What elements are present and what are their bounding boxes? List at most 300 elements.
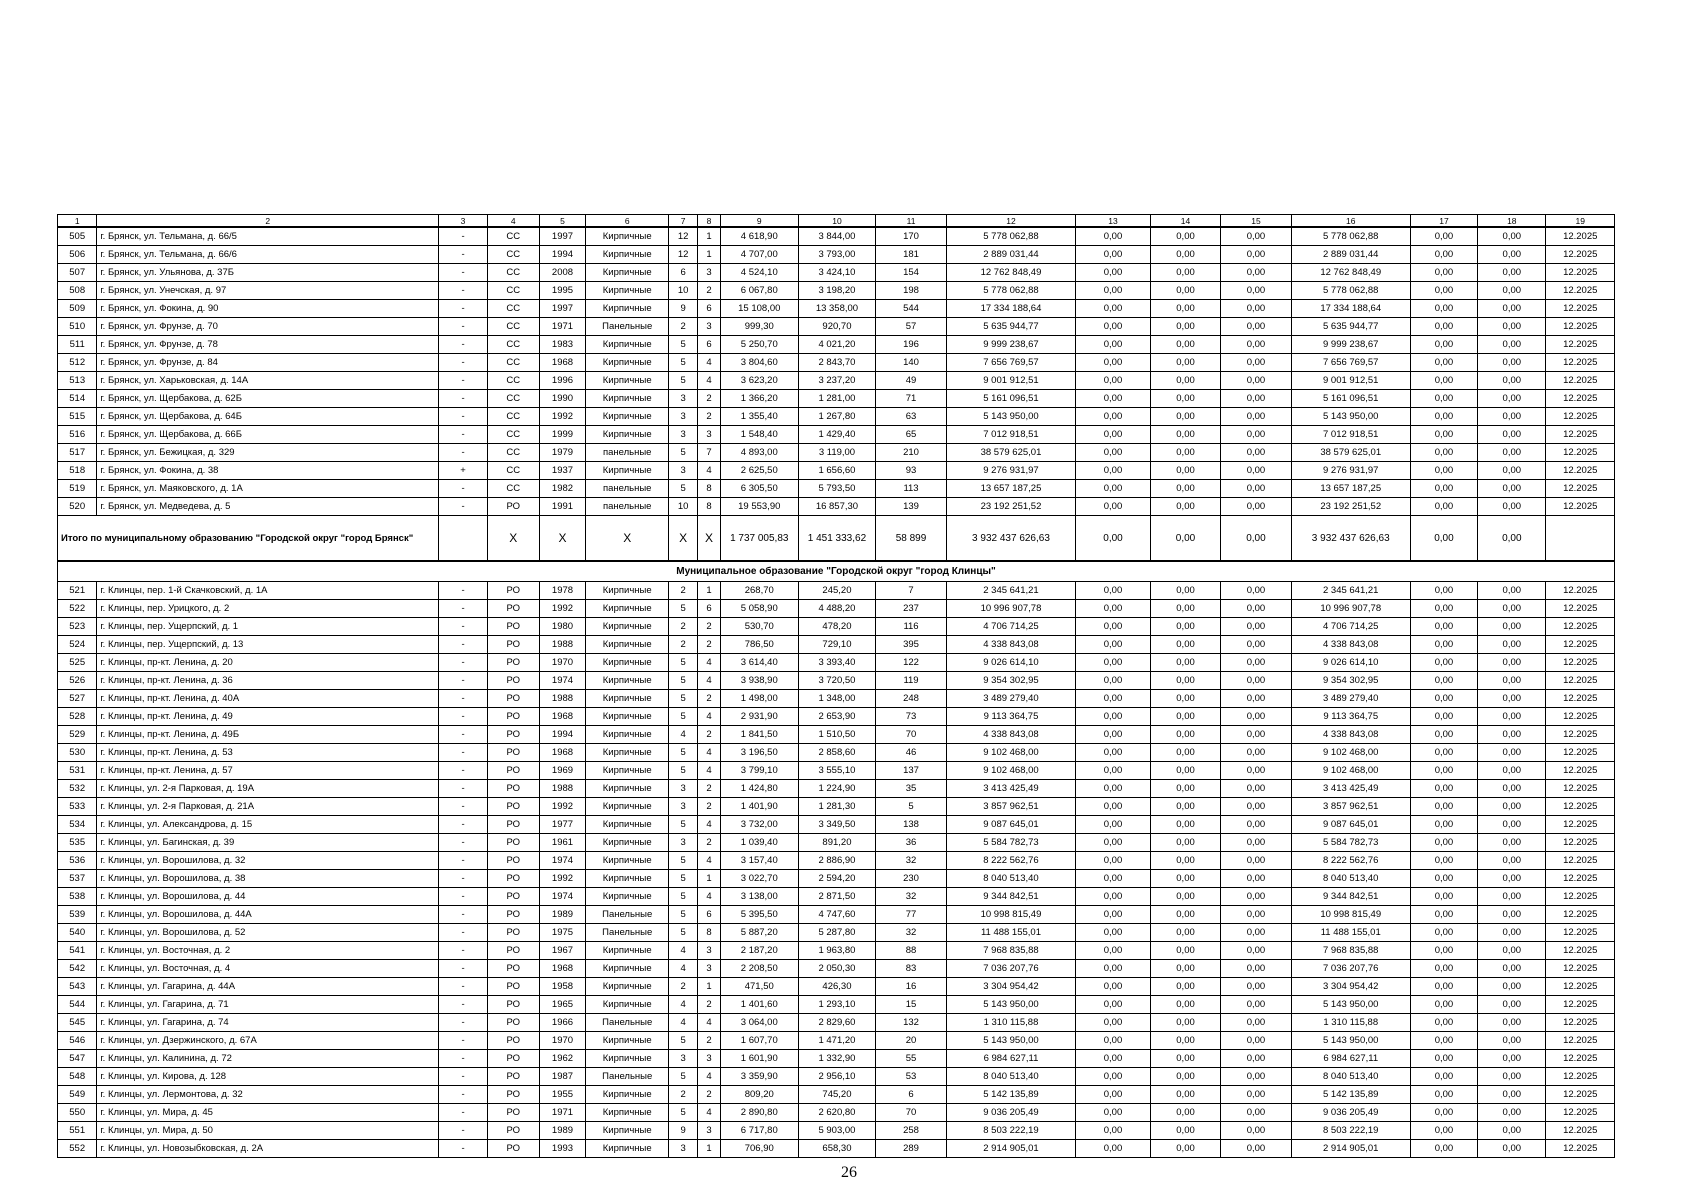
table-cell: 0,00	[1221, 690, 1291, 708]
table-cell: 12.2025	[1546, 654, 1615, 672]
table-cell: 3 393,40	[798, 654, 876, 672]
table-cell: 0,00	[1221, 996, 1291, 1014]
table-cell: 0,00	[1150, 1086, 1220, 1104]
table-cell: 2	[698, 390, 721, 408]
table-cell: 0,00	[1478, 1140, 1546, 1158]
table-cell: 0,00	[1410, 1050, 1477, 1068]
table-cell: 0,00	[1221, 924, 1291, 942]
table-cell: 15	[876, 996, 946, 1014]
address-cell: г. Клинцы, ул. Новозыбковская, д. 2А	[97, 1140, 439, 1158]
table-cell: 0,00	[1076, 354, 1151, 372]
table-cell: 1970	[539, 654, 586, 672]
table-cell: 1968	[539, 708, 586, 726]
table-cell: 0,00	[1478, 870, 1546, 888]
table-cell: 57	[876, 318, 946, 336]
table-cell: 0,00	[1076, 480, 1151, 498]
table-cell: 0,00	[1076, 336, 1151, 354]
table-cell: 0,00	[1221, 708, 1291, 726]
table-cell: -	[439, 227, 488, 246]
table-cell: 3 064,00	[720, 1014, 798, 1032]
table-cell: 170	[876, 227, 946, 246]
table-cell: 2 956,10	[798, 1068, 876, 1086]
total-col-14: 0,00	[1150, 516, 1220, 562]
table-cell: 8 503 222,19	[946, 1122, 1075, 1140]
table-cell: 1977	[539, 816, 586, 834]
table-cell: 12 762 848,49	[946, 264, 1075, 282]
table-cell: 32	[876, 852, 946, 870]
table-cell: -	[439, 480, 488, 498]
table-cell: 0,00	[1076, 1014, 1151, 1032]
table-cell: СС	[487, 336, 539, 354]
table-cell: 0,00	[1076, 834, 1151, 852]
table-cell: 0,00	[1221, 480, 1291, 498]
table-cell: РО	[487, 1122, 539, 1140]
table-cell: 1974	[539, 672, 586, 690]
table-row	[58, 318, 1615, 336]
table-cell: 12	[669, 246, 698, 264]
table-cell: 3 732,00	[720, 816, 798, 834]
table-cell: РО	[487, 834, 539, 852]
table-cell: -	[439, 942, 488, 960]
table-cell: 0,00	[1076, 390, 1151, 408]
table-cell: 5 395,50	[720, 906, 798, 924]
table-cell: 0,00	[1478, 672, 1546, 690]
table-cell: 0,00	[1076, 672, 1151, 690]
table-cell: 0,00	[1150, 300, 1220, 318]
table-cell: 0,00	[1076, 654, 1151, 672]
table-cell: РО	[487, 852, 539, 870]
table-cell: СС	[487, 444, 539, 462]
table-cell: 1	[698, 582, 721, 600]
table-cell: 3	[669, 390, 698, 408]
table-cell: 2 889 031,44	[946, 246, 1075, 264]
table-cell: 0,00	[1478, 960, 1546, 978]
table-cell: 0,00	[1150, 354, 1220, 372]
table-cell: 4 488,20	[798, 600, 876, 618]
table-cell: 546	[58, 1032, 97, 1050]
table-cell: 15 108,00	[720, 300, 798, 318]
column-number: 2	[97, 215, 439, 228]
table-cell: 12.2025	[1546, 816, 1615, 834]
table-cell: 0,00	[1076, 636, 1151, 654]
table-cell: 12.2025	[1546, 996, 1615, 1014]
address-cell: г. Клинцы, ул. 2-я Парковая, д. 19А	[97, 780, 439, 798]
table-cell: 0,00	[1150, 498, 1220, 516]
table-cell: 0,00	[1221, 834, 1291, 852]
table-cell: 0,00	[1221, 798, 1291, 816]
table-cell: 548	[58, 1068, 97, 1086]
table-cell: 4 618,90	[720, 227, 798, 246]
table-cell: 12.2025	[1546, 1104, 1615, 1122]
table-cell: 5	[669, 354, 698, 372]
table-cell: 38 579 625,01	[1291, 444, 1410, 462]
table-cell: 0,00	[1410, 960, 1477, 978]
table-cell: 2	[698, 1032, 721, 1050]
table-cell: 0,00	[1478, 390, 1546, 408]
table-cell: 23 192 251,52	[1291, 498, 1410, 516]
table-cell: 0,00	[1076, 426, 1151, 444]
table-cell: 1971	[539, 318, 586, 336]
table-cell: 0,00	[1221, 1122, 1291, 1140]
table-cell: -	[439, 690, 488, 708]
table-cell: 1 348,00	[798, 690, 876, 708]
table-cell: 0,00	[1410, 498, 1477, 516]
table-row	[58, 336, 1615, 354]
table-cell: -	[439, 870, 488, 888]
table-cell: 122	[876, 654, 946, 672]
table-cell: 9 087 645,01	[1291, 816, 1410, 834]
table-cell: 12.2025	[1546, 372, 1615, 390]
column-number: 18	[1478, 215, 1546, 228]
table-cell: 12.2025	[1546, 300, 1615, 318]
table-cell: 0,00	[1410, 852, 1477, 870]
table-cell: 0,00	[1410, 708, 1477, 726]
table-cell: 1987	[539, 1068, 586, 1086]
table-cell: -	[439, 282, 488, 300]
table-row	[58, 264, 1615, 282]
table-cell: 4 338 843,08	[946, 726, 1075, 744]
table-cell: 3 198,20	[798, 282, 876, 300]
table-cell: -	[439, 708, 488, 726]
table-cell: СС	[487, 426, 539, 444]
table-cell: 3 804,60	[720, 354, 798, 372]
table-cell: панельные	[586, 480, 669, 498]
table-cell: 5 250,70	[720, 336, 798, 354]
table-cell: 1 510,50	[798, 726, 876, 744]
table-cell: Кирпичные	[586, 726, 669, 744]
table-cell: 55	[876, 1050, 946, 1068]
address-cell: г. Клинцы, ул. Багинская, д. 39	[97, 834, 439, 852]
table-cell: 83	[876, 960, 946, 978]
total-col-16: 3 932 437 626,63	[1291, 516, 1410, 562]
table-cell: -	[439, 1014, 488, 1032]
table-cell: 2 889 031,44	[1291, 246, 1410, 264]
table-cell: Кирпичные	[586, 1104, 669, 1122]
table-cell: 2 345 641,21	[1291, 582, 1410, 600]
address-cell: г. Клинцы, ул. Гагарина, д. 71	[97, 996, 439, 1014]
table-cell: 1970	[539, 1032, 586, 1050]
table-cell: 4 021,20	[798, 336, 876, 354]
table-cell: 2 653,90	[798, 708, 876, 726]
address-cell: г. Клинцы, ул. Ворошилова, д. 44А	[97, 906, 439, 924]
housing-register-table	[57, 214, 1615, 1158]
table-cell: 809,20	[720, 1086, 798, 1104]
table-cell: 706,90	[720, 1140, 798, 1158]
table-cell: 0,00	[1478, 408, 1546, 426]
table-cell: 545	[58, 1014, 97, 1032]
table-cell: 5 793,50	[798, 480, 876, 498]
table-cell: 9 113 364,75	[946, 708, 1075, 726]
table-cell: РО	[487, 1050, 539, 1068]
table-cell: 0,00	[1478, 600, 1546, 618]
table-cell: 12.2025	[1546, 870, 1615, 888]
table-cell: Кирпичные	[586, 1140, 669, 1158]
address-cell: г. Брянск, ул. Фокина, д. 90	[97, 300, 439, 318]
table-cell: Кирпичные	[586, 672, 669, 690]
table-cell: 0,00	[1478, 888, 1546, 906]
table-cell: 8 222 562,76	[1291, 852, 1410, 870]
table-cell: 4	[698, 672, 721, 690]
table-cell: Кирпичные	[586, 798, 669, 816]
table-cell: 0,00	[1221, 264, 1291, 282]
table-cell: 32	[876, 924, 946, 942]
table-cell: 0,00	[1221, 762, 1291, 780]
table-cell: 8 040 513,40	[946, 1068, 1075, 1086]
address-cell: г. Клинцы, ул. Гагарина, д. 74	[97, 1014, 439, 1032]
table-cell: 196	[876, 336, 946, 354]
table-cell: 0,00	[1221, 1104, 1291, 1122]
table-row	[58, 246, 1615, 264]
table-cell: 19 553,90	[720, 498, 798, 516]
table-cell: 0,00	[1478, 996, 1546, 1014]
table-cell: 11 488 155,01	[946, 924, 1075, 942]
address-cell: г. Брянск, ул. Фокина, д. 38	[97, 462, 439, 480]
table-cell: Панельные	[586, 924, 669, 942]
total-col-15: 0,00	[1221, 516, 1291, 562]
table-cell: 12.2025	[1546, 1014, 1615, 1032]
address-cell: г. Клинцы, пр-кт. Ленина, д. 49	[97, 708, 439, 726]
table-cell: 4	[669, 996, 698, 1014]
table-row	[58, 672, 1615, 690]
table-cell: СС	[487, 462, 539, 480]
table-cell: 3	[669, 1050, 698, 1068]
address-cell: г. Клинцы, ул. Ворошилова, д. 38	[97, 870, 439, 888]
table-cell: 0,00	[1221, 960, 1291, 978]
table-cell: 540	[58, 924, 97, 942]
address-cell: г. Клинцы, пр-кт. Ленина, д. 36	[97, 672, 439, 690]
table-cell: 7 968 835,88	[1291, 942, 1410, 960]
table-cell: 0,00	[1076, 282, 1151, 300]
table-cell: 509	[58, 300, 97, 318]
table-row	[58, 498, 1615, 516]
table-cell: 0,00	[1076, 780, 1151, 798]
table-cell: 12.2025	[1546, 462, 1615, 480]
table-cell: 0,00	[1221, 672, 1291, 690]
column-number: 11	[876, 215, 946, 228]
table-cell: 5 161 096,51	[946, 390, 1075, 408]
table-cell: 9 999 238,67	[1291, 336, 1410, 354]
table-cell: 0,00	[1478, 942, 1546, 960]
table-cell: Кирпичные	[586, 582, 669, 600]
table-cell: 0,00	[1076, 708, 1151, 726]
table-cell: РО	[487, 690, 539, 708]
address-cell: г. Клинцы, ул. Александрова, д. 15	[97, 816, 439, 834]
table-cell: 3	[698, 426, 721, 444]
table-cell: 518	[58, 462, 97, 480]
table-cell: Кирпичные	[586, 654, 669, 672]
table-cell: 53	[876, 1068, 946, 1086]
table-cell: 4	[669, 942, 698, 960]
table-cell: 1	[698, 227, 721, 246]
table-cell: РО	[487, 924, 539, 942]
table-cell: 1 607,70	[720, 1032, 798, 1050]
table-cell: 536	[58, 852, 97, 870]
table-cell: 12.2025	[1546, 636, 1615, 654]
table-cell: 3 857 962,51	[946, 798, 1075, 816]
table-cell: РО	[487, 816, 539, 834]
table-cell: РО	[487, 1104, 539, 1122]
table-cell: 543	[58, 978, 97, 996]
table-cell: 530,70	[720, 618, 798, 636]
table-cell: РО	[487, 618, 539, 636]
column-number-header	[58, 215, 1615, 228]
table-cell: 2	[669, 978, 698, 996]
table-cell: 9 026 614,10	[1291, 654, 1410, 672]
table-cell: РО	[487, 942, 539, 960]
table-row	[58, 426, 1615, 444]
table-cell: 9	[669, 1122, 698, 1140]
table-row	[58, 762, 1615, 780]
table-cell: 12.2025	[1546, 798, 1615, 816]
table-cell: 520	[58, 498, 97, 516]
table-cell: 3 196,50	[720, 744, 798, 762]
table-cell: 1 841,50	[720, 726, 798, 744]
table-cell: СС	[487, 408, 539, 426]
table-cell: 3 304 954,42	[946, 978, 1075, 996]
column-number: 14	[1150, 215, 1220, 228]
section-title: Муниципальное образование "Городской округ "город Клинцы"	[58, 561, 1615, 582]
table-cell: 0,00	[1076, 762, 1151, 780]
table-cell: 544	[876, 300, 946, 318]
table-cell: Кирпичные	[586, 426, 669, 444]
table-cell: 5 143 950,00	[1291, 996, 1410, 1014]
table-cell: РО	[487, 654, 539, 672]
table-cell: 12.2025	[1546, 834, 1615, 852]
table-cell: РО	[487, 762, 539, 780]
table-cell: 0,00	[1478, 708, 1546, 726]
table-cell: 3	[698, 1122, 721, 1140]
address-cell: г. Клинцы, ул. Калинина, д. 72	[97, 1050, 439, 1068]
table-cell: 4	[698, 1014, 721, 1032]
table-cell: 0,00	[1076, 408, 1151, 426]
table-cell: 395	[876, 636, 946, 654]
table-cell: -	[439, 996, 488, 1014]
table-cell: 12.2025	[1546, 444, 1615, 462]
table-cell: 541	[58, 942, 97, 960]
table-cell: 2	[698, 780, 721, 798]
table-cell: РО	[487, 996, 539, 1014]
table-cell: 1991	[539, 498, 586, 516]
table-cell: 0,00	[1478, 816, 1546, 834]
address-cell: г. Брянск, ул. Ульянова, д. 37Б	[97, 264, 439, 282]
column-number: 12	[946, 215, 1075, 228]
table-row	[58, 227, 1615, 246]
table-cell: 3 844,00	[798, 227, 876, 246]
table-cell: 0,00	[1221, 726, 1291, 744]
table-cell: 2 050,30	[798, 960, 876, 978]
table-cell: Кирпичные	[586, 408, 669, 426]
table-cell: 5	[669, 600, 698, 618]
table-cell: 4	[669, 726, 698, 744]
table-cell: -	[439, 960, 488, 978]
table-cell: 0,00	[1221, 942, 1291, 960]
table-cell: Панельные	[586, 1068, 669, 1086]
table-cell: 3 799,10	[720, 762, 798, 780]
column-number: 6	[586, 215, 669, 228]
table-cell: 3	[669, 408, 698, 426]
table-cell: Кирпичные	[586, 744, 669, 762]
table-row	[58, 372, 1615, 390]
table-cell: 0,00	[1150, 942, 1220, 960]
table-row	[58, 1140, 1615, 1158]
table-cell: 12.2025	[1546, 1086, 1615, 1104]
table-cell: 3 157,40	[720, 852, 798, 870]
table-cell: 4	[698, 1104, 721, 1122]
table-cell: 426,30	[798, 978, 876, 996]
table-cell: 4	[669, 960, 698, 978]
table-cell: 0,00	[1150, 336, 1220, 354]
table-cell: РО	[487, 726, 539, 744]
table-cell: 0,00	[1478, 1068, 1546, 1086]
table-cell: 0,00	[1076, 444, 1151, 462]
table-cell: 2 829,60	[798, 1014, 876, 1032]
table-cell: 0,00	[1150, 672, 1220, 690]
table-cell: 0,00	[1076, 582, 1151, 600]
table-cell: 0,00	[1150, 852, 1220, 870]
table-cell: Кирпичные	[586, 1122, 669, 1140]
table-cell: 534	[58, 816, 97, 834]
total-x-mark: X	[698, 516, 721, 562]
table-cell: 9 001 912,51	[946, 372, 1075, 390]
table-cell: СС	[487, 264, 539, 282]
table-cell: 0,00	[1478, 654, 1546, 672]
table-cell: 8 040 513,40	[1291, 1068, 1410, 1086]
table-cell: 1968	[539, 744, 586, 762]
table-cell: 5	[669, 762, 698, 780]
table-cell: 0,00	[1150, 408, 1220, 426]
table-cell: 0,00	[1076, 1122, 1151, 1140]
address-cell: г. Клинцы, пер. Ущерпский, д. 13	[97, 636, 439, 654]
table-cell: РО	[487, 960, 539, 978]
table-cell: Кирпичные	[586, 246, 669, 264]
table-row	[58, 654, 1615, 672]
table-cell: 9 026 614,10	[946, 654, 1075, 672]
table-cell: 514	[58, 390, 97, 408]
table-cell: 2	[698, 834, 721, 852]
table-cell: 0,00	[1410, 888, 1477, 906]
table-cell: 2 914 905,01	[1291, 1140, 1410, 1158]
table-cell: 5 778 062,88	[1291, 227, 1410, 246]
total-cost: 3 932 437 626,63	[946, 516, 1075, 562]
table-cell: 2	[669, 618, 698, 636]
table-cell: 2 625,50	[720, 462, 798, 480]
table-cell: 3	[698, 318, 721, 336]
table-cell: 3 119,00	[798, 444, 876, 462]
table-cell: 2	[698, 798, 721, 816]
address-cell: г. Клинцы, пр-кт. Ленина, д. 57	[97, 762, 439, 780]
table-cell: 5	[669, 906, 698, 924]
table-cell: 138	[876, 816, 946, 834]
table-cell: 0,00	[1478, 336, 1546, 354]
table-cell: 0,00	[1221, 780, 1291, 798]
table-cell: 258	[876, 1122, 946, 1140]
address-cell: г. Брянск, ул. Унечская, д. 97	[97, 282, 439, 300]
table-cell: 12.2025	[1546, 282, 1615, 300]
table-cell: 0,00	[1478, 726, 1546, 744]
table-cell: 5	[669, 480, 698, 498]
table-cell: 0,00	[1221, 906, 1291, 924]
table-cell: -	[439, 780, 488, 798]
table-cell: 4	[698, 354, 721, 372]
table-cell: 1968	[539, 354, 586, 372]
table-cell: 198	[876, 282, 946, 300]
table-cell: 0,00	[1150, 318, 1220, 336]
table-cell: 0,00	[1478, 834, 1546, 852]
table-cell: 2 914 905,01	[946, 1140, 1075, 1158]
table-cell: 521	[58, 582, 97, 600]
table-cell: 0,00	[1076, 744, 1151, 762]
table-cell: РО	[487, 1068, 539, 1086]
